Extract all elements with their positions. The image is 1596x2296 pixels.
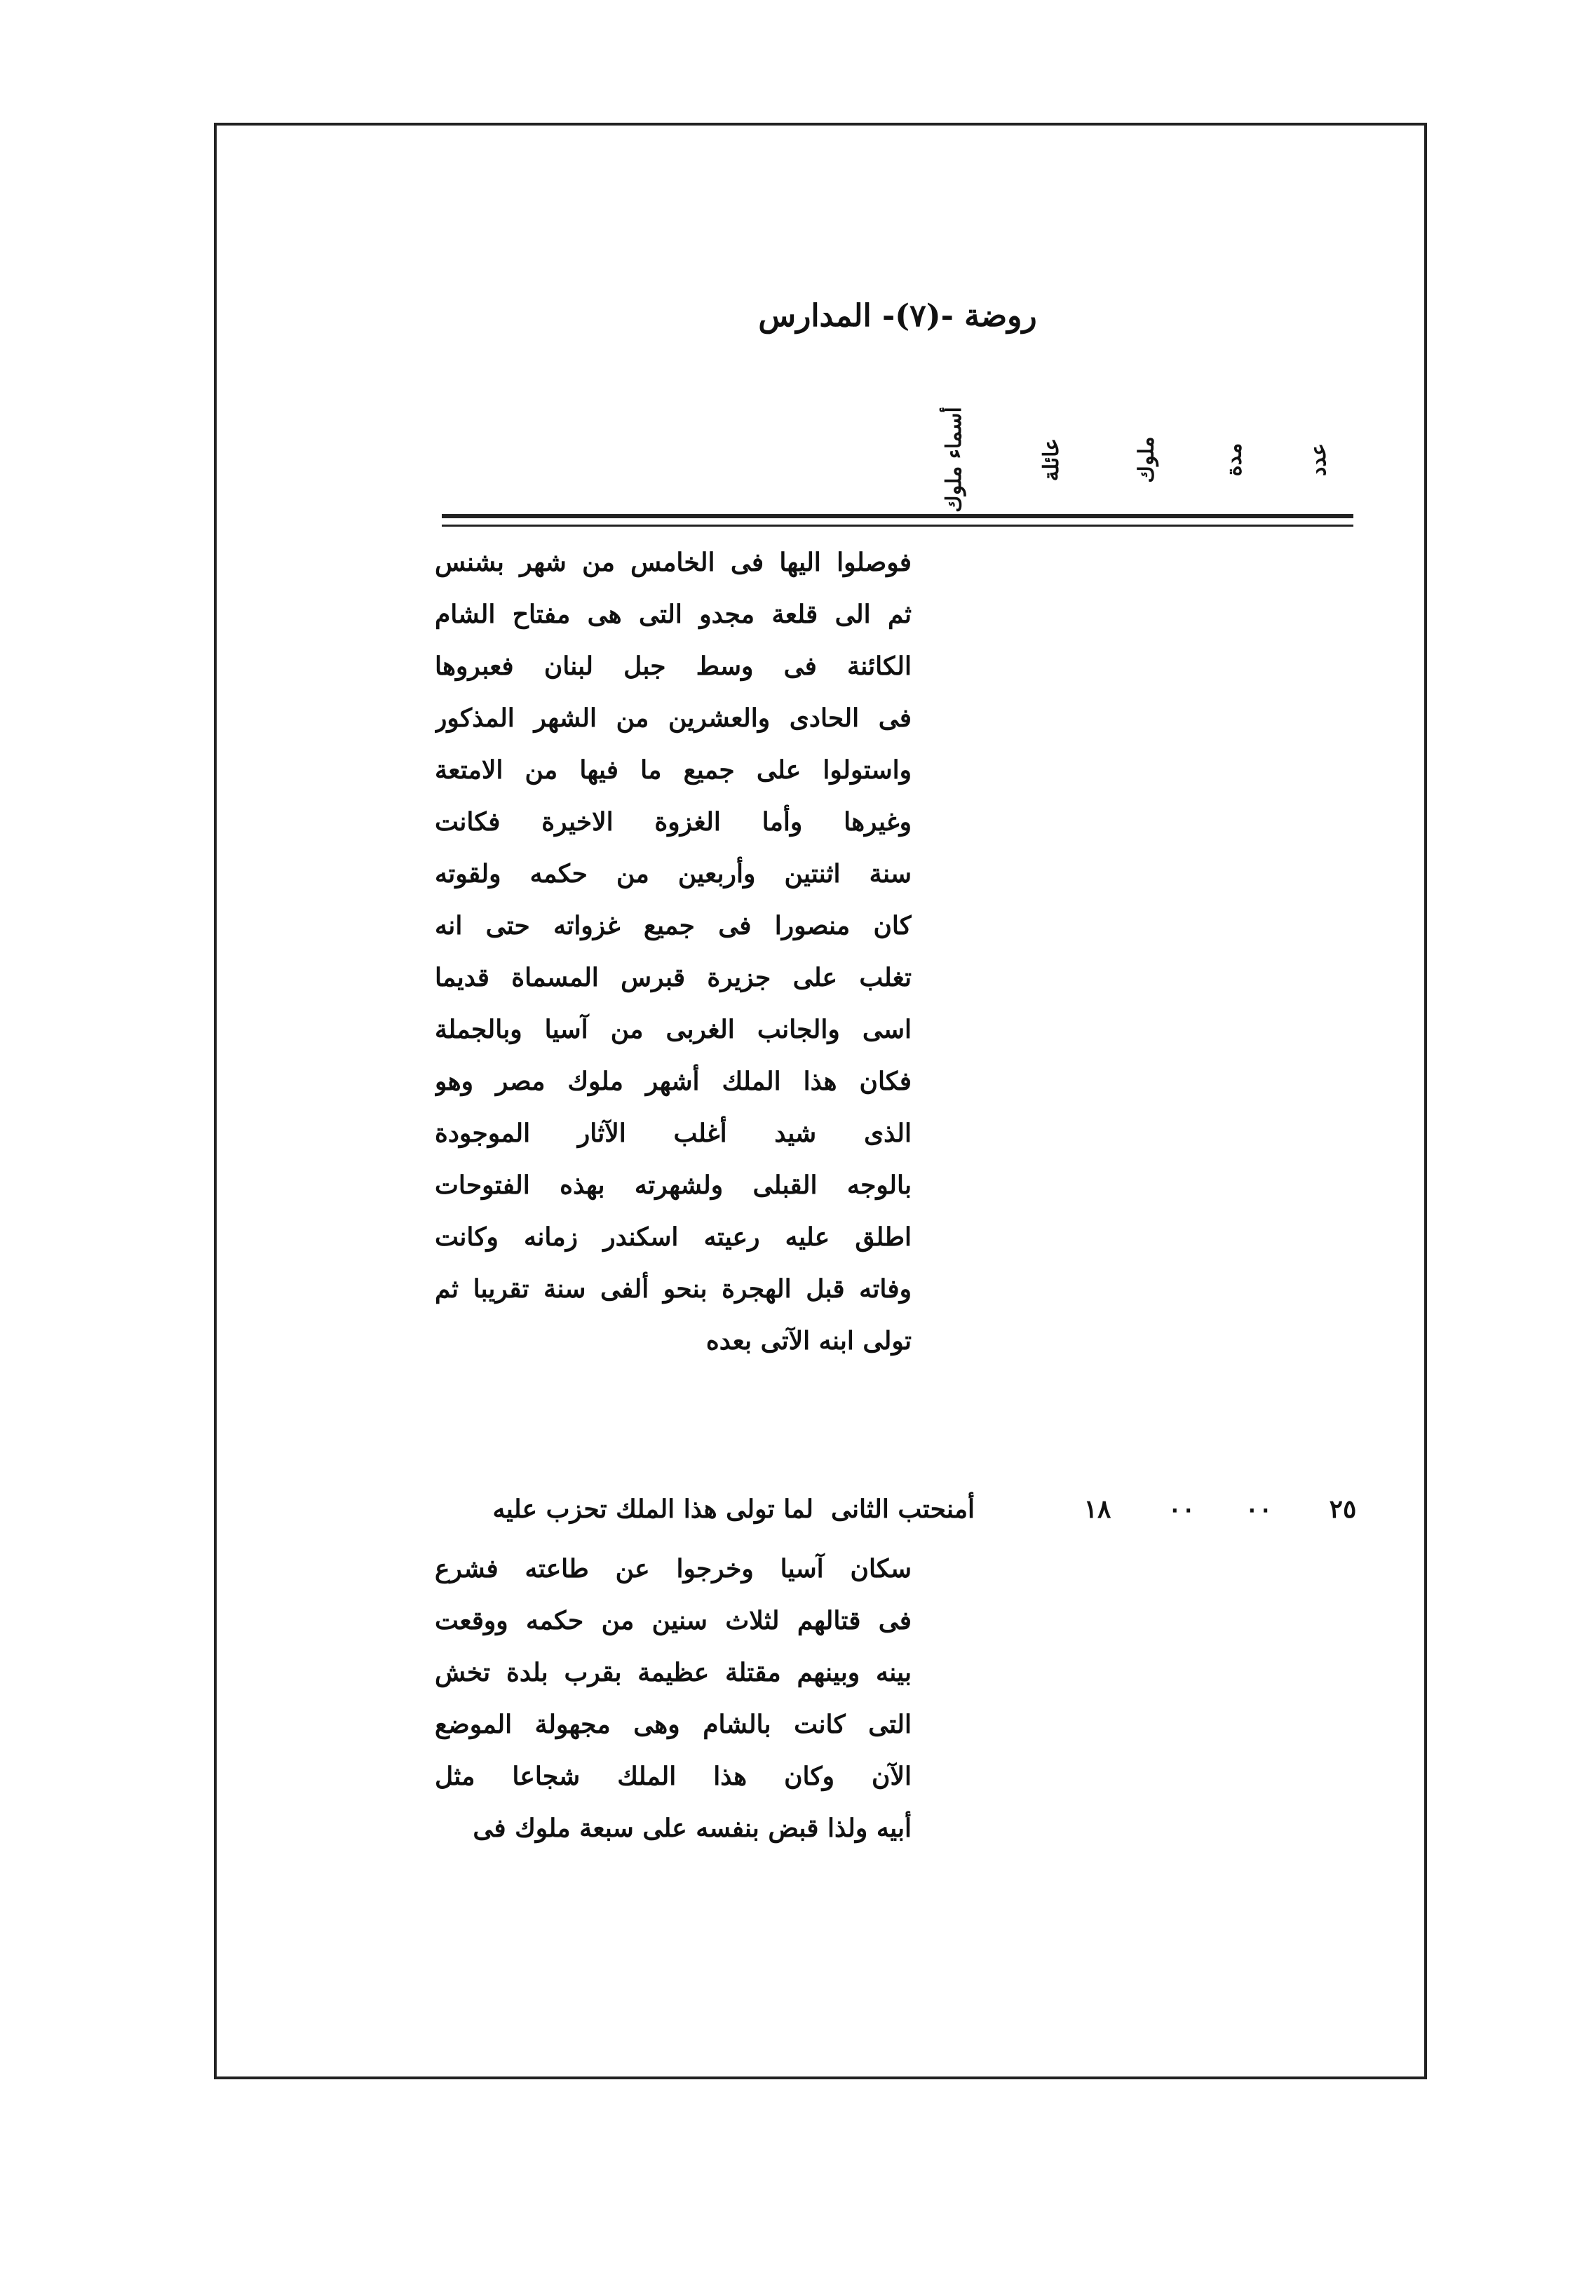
column-header-kings: ملوك — [1134, 435, 1159, 483]
text-line: وفاته قبل الهجرة بنحو ألفى سنة تقريبا ثم — [435, 1274, 912, 1304]
text-line: كان منصورا فى جميع غزواته حتى انه — [435, 911, 912, 940]
text-line: فكان هذا الملك أشهر ملوك مصر وهو — [435, 1067, 912, 1096]
text-line: تولى ابنه الآتى بعده — [705, 1326, 912, 1356]
entry-kings-value: ٠٠ — [1245, 1494, 1273, 1524]
text-line: واستولوا على جميع ما فيها من الامتعة — [435, 755, 912, 785]
text-line: التى كانت بالشام وهى مجهولة الموضع — [435, 1710, 912, 1739]
column-header-family: عائلة — [1039, 438, 1064, 481]
column-header-duration: مدة — [1222, 443, 1247, 476]
page-title: روضة -(٧)- المدارس — [758, 298, 1037, 334]
text-line: فى قتالهم لثلاث سنين من حكمه ووقعت — [435, 1606, 912, 1635]
text-line: اسى والجانب الغربى من آسيا وبالجملة — [435, 1015, 912, 1044]
entry-family-value: ١٨ — [1083, 1494, 1111, 1524]
text-line: ثم الى قلعة مجدو التى هى مفتاح الشام — [435, 600, 912, 629]
text-line: سكان آسيا وخرجوا عن طاعته فشرع — [435, 1554, 912, 1583]
header-rule-thin — [442, 525, 1353, 527]
text-line: بالوجه القبلى ولشهرته بهذه الفتوحات — [435, 1170, 912, 1200]
text-line: فوصلوا اليها فى الخامس من شهر بشنس — [435, 548, 912, 577]
text-line: أبيه ولذا قبض بنفسه على سبعة ملوك فى — [473, 1814, 912, 1843]
text-line: تغلب على جزيرة قبرس المسماة قديما — [435, 963, 912, 992]
entry-duration-value: ٠٠ — [1168, 1494, 1196, 1524]
text-block-thutmose — [435, 536, 912, 1367]
column-header-king-names: أسماء ملوك — [941, 406, 966, 513]
header-rule — [442, 514, 1353, 518]
text-line: اطلق عليه رعيته اسكندر زمانه وكانت — [435, 1222, 912, 1252]
text-line: بينه وبينهم مقتلة عظيمة بقرب بلدة تخش — [435, 1658, 912, 1687]
entry-number: ٢٥ — [1329, 1494, 1357, 1524]
text-line: الكائنة فى وسط جبل لبنان فعبروها — [435, 651, 912, 681]
text-line: فى الحادى والعشرين من الشهر المذكور — [435, 703, 912, 733]
entry-first-line: لما تولى هذا الملك تحزب عليه — [492, 1494, 813, 1524]
entry-king-name: أمنحتب الثانى — [831, 1494, 975, 1524]
column-header-count: عدد — [1306, 443, 1331, 476]
text-line: سنة اثنتين وأربعين من حكمه ولقوته — [435, 859, 912, 889]
text-line: وغيرها وأما الغزوة الاخيرة فكانت — [435, 807, 912, 837]
text-line: الذى شيد أغلب الآثار الموجودة — [435, 1119, 912, 1148]
text-line: الآن وكان هذا الملك شجاعا مثل — [435, 1762, 912, 1791]
text-block-amenhotep — [435, 1543, 912, 1854]
